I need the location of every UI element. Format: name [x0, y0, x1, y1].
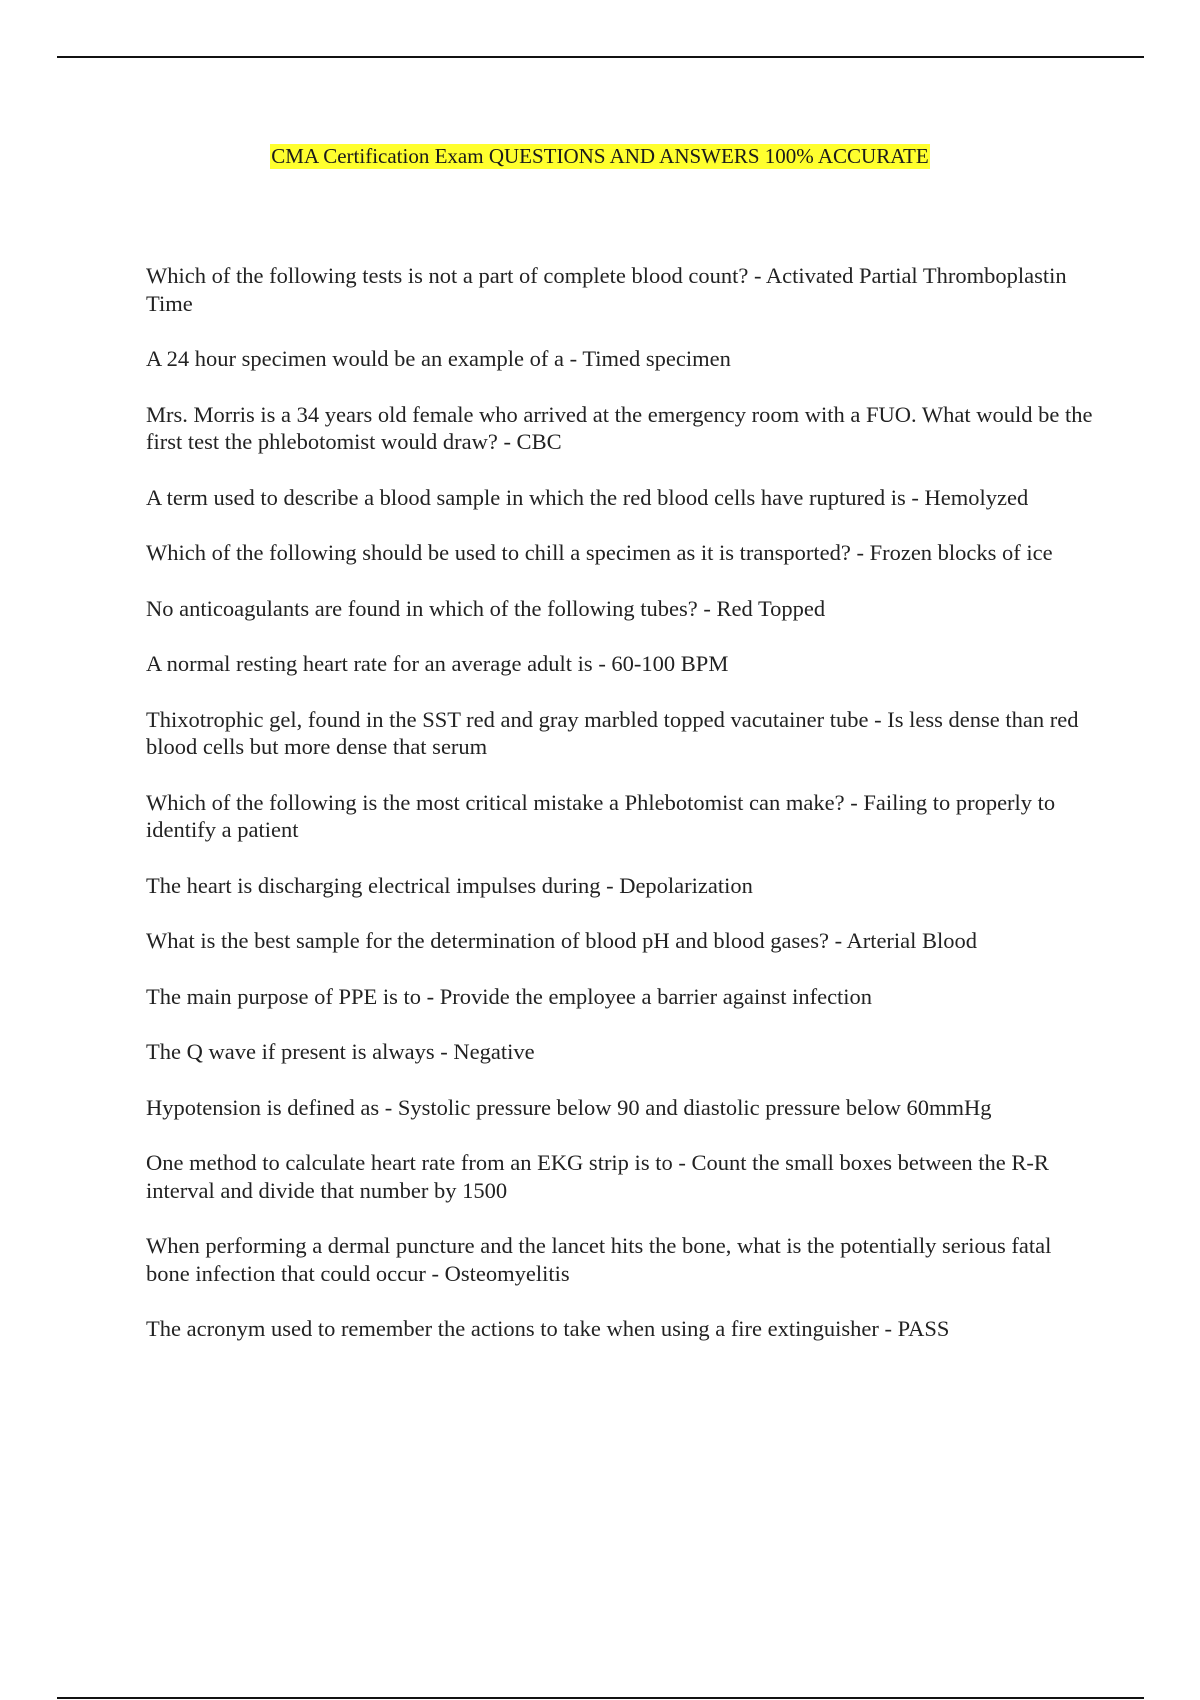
- qa-item-6: No anticoagulants are found in which of the following tubes? - Red Topped: [146, 595, 826, 621]
- qa-item-17: The acronym used to remember the actions to take when using a fire extinguisher - PASS: [146, 1316, 950, 1341]
- qa-item-9: Which of the following is the most critical mistake a Phlebotomist can make? - Failing to properly to identify a patient: [146, 789, 1056, 842]
- title-container: [0, 144, 1200, 169]
- qa-item-12: The main purpose of PPE is to - Provide the employee a barrier against infection: [146, 983, 873, 1009]
- qa-item-8: Thixotrophic gel, found in the SST red and gray marbled topped vacutainer tube - Is less dense than red blood cells but more dense that serum: [146, 706, 1079, 759]
- qa-item-13: The Q wave if present is always - Negative: [146, 1039, 535, 1064]
- bottom-rule: [57, 1697, 1144, 1699]
- qa-item-11: What is the best sample for the determination of blood pH and blood gases? - Arterial Blood: [146, 928, 978, 953]
- top-rule: [57, 56, 1144, 58]
- qa-item-2: A 24 hour specimen would be an example of a - Timed specimen: [146, 346, 731, 371]
- qa-list: [146, 262, 1096, 1371]
- qa-item-4: A term used to describe a blood sample in which the red blood cells have ruptured is - Hemolyzed: [146, 484, 1029, 510]
- qa-item-5: Which of the following should be used to chill a specimen as it is transported? - Frozen blocks of ice: [146, 540, 1053, 565]
- qa-item-10: The heart is discharging electrical impulses during - Depolarization: [146, 872, 753, 898]
- qa-item-7: A normal resting heart rate for an average adult is - 60-100 BPM: [146, 651, 729, 676]
- document-title: CMA Certification Exam QUESTIONS AND ANSWERS 100% ACCURATE: [271, 144, 929, 168]
- qa-item-3: Mrs. Morris is a 34 years old female who arrived at the emergency room with a FUO. What would be the first test the phlebotomist would draw? - CBC: [146, 401, 1093, 454]
- qa-item-1: Which of the following tests is not a part of complete blood count? - Activated Partial Thromboplastin Time: [146, 263, 1067, 316]
- qa-item-14: Hypotension is defined as - Systolic pressure below 90 and diastolic pressure below 60mmHg: [146, 1094, 992, 1120]
- qa-item-16: When performing a dermal puncture and the lancet hits the bone, what is the potentially serious fatal bone infection that could occur - Osteomyelitis: [146, 1233, 1052, 1286]
- qa-item-15: One method to calculate heart rate from an EKG strip is to - Count the small boxes between the R-R interval and divide that number by 1500: [146, 1150, 1049, 1203]
